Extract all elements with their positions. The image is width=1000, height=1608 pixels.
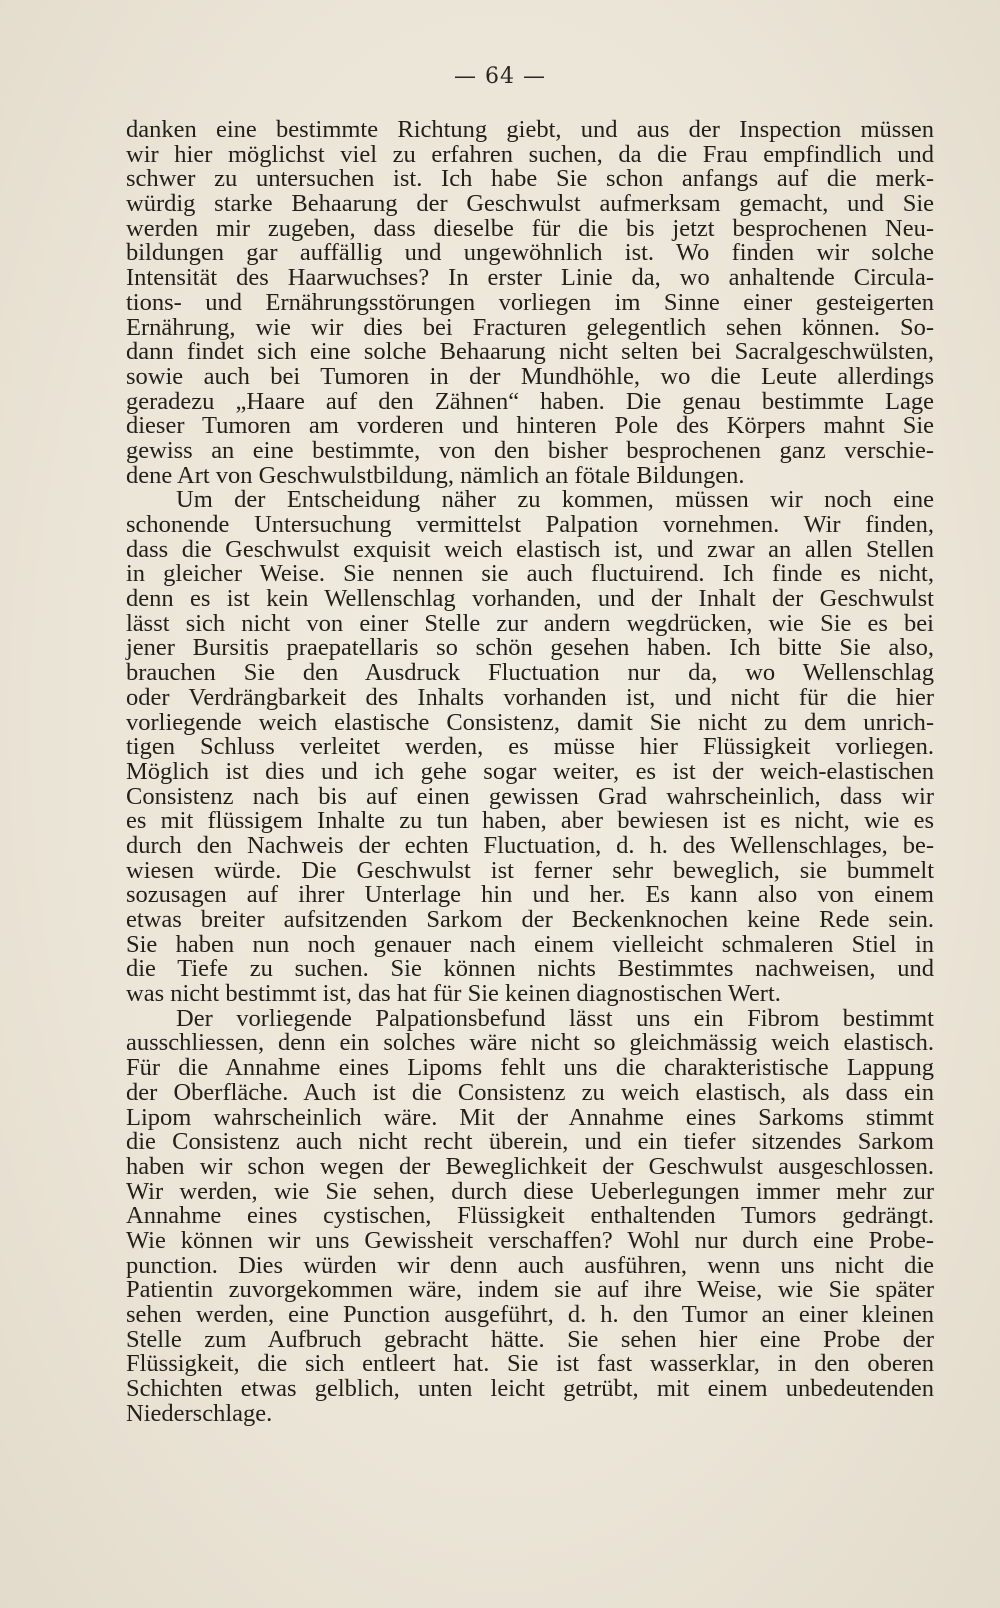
text-line: etwas breiter aufsitzenden Sarkom der Beckenknochen keine Rede sein. xyxy=(126,906,934,933)
text-line: dieser Tumoren am vorderen und hinteren Pole des Körpers mahnt Sie xyxy=(126,412,934,440)
text-line: gewiss an eine bestimmte, von den bisher besprochenen ganz verschie- xyxy=(126,436,934,464)
text-line: Wir werden, wie Sie sehen, durch diese Ueberlegungen immer mehr zur xyxy=(126,1177,934,1205)
text-line: Patientin zuvorgekommen wäre, indem sie auf ihre Weise, wie Sie später xyxy=(126,1276,934,1304)
text-line: Lipom wahrscheinlich wäre. Mit der Annahme eines Sarkoms stimmt xyxy=(126,1103,934,1131)
text-line: Niederschlage. xyxy=(126,1399,273,1427)
text-line: werden mir zugeben, dass dieselbe für die bis jetzt besprochenen Neu- xyxy=(126,214,934,242)
text-line: Der vorliegende Palpationsbefund lässt uns ein Fibrom bestimmt xyxy=(176,1004,934,1032)
text-line: denn es ist kein Wellenschlag vorhanden, und der Inhalt der Geschwulst xyxy=(126,585,934,613)
text-line: wir hier möglichst viel zu erfahren suchen, da die Frau empfindlich und xyxy=(126,140,934,168)
text-line: würdig starke Behaarung der Geschwulst aufmerksam gemacht, und Sie xyxy=(126,190,934,218)
text-line: Consistenz nach bis auf einen gewissen Grad wahrscheinlich, dass wir xyxy=(126,782,934,810)
text-line: durch den Nachweis der echten Fluctuation, d. h. des Wellenschlages, be- xyxy=(126,831,934,859)
text-line: sehen werden, eine Punction ausgeführt, d. h. den Tumor an einer kleinen xyxy=(126,1301,934,1328)
text-line: Schichten etwas gelblich, unten leicht getrübt, mit einem unbedeutenden xyxy=(126,1375,934,1403)
text-line: punction. Dies würden wir denn auch ausführen, wenn uns nicht die xyxy=(126,1251,934,1279)
text-line: geradezu „Haare auf den Zähnen“ haben. Die genau bestimmte Lage xyxy=(126,387,934,415)
text-line: dann findet sich eine solche Behaarung nicht selten bei Sacralgeschwülsten, xyxy=(126,338,934,366)
text-line: Intensität des Haarwuchses? In erster Linie da, wo anhaltende Circula- xyxy=(126,264,934,292)
text-line: wiesen würde. Die Geschwulst ist ferner sehr beweglich, sie bummelt xyxy=(126,856,934,884)
text-line: in gleicher Weise. Sie nennen sie auch fluctuirend. Ich finde es nicht, xyxy=(126,560,934,588)
text-line: Um der Entscheidung näher zu kommen, müssen wir noch eine xyxy=(176,486,934,514)
body-text xyxy=(126,118,934,1426)
text-line: dene Art von Geschwulstbildung, nämlich an fötale Bildungen. xyxy=(126,461,745,489)
text-line: was nicht bestimmt ist, das hat für Sie keinen diagnostischen Wert. xyxy=(126,980,781,1008)
text-line: brauchen Sie den Ausdruck Fluctuation nur da, wo Wellenschlag xyxy=(126,659,934,687)
text-line: lässt sich nicht von einer Stelle zur andern wegdrücken, wie Sie es bei xyxy=(126,609,934,637)
text-line: jener Bursitis praepatellaris so schön gesehen haben. Ich bitte Sie also, xyxy=(126,634,934,662)
text-line: haben wir schon wegen der Beweglichkeit der Geschwulst ausgeschlossen. xyxy=(126,1152,934,1180)
text-line: schwer zu untersuchen ist. Ich habe Sie schon anfangs auf die merk- xyxy=(126,165,934,193)
text-line: dass die Geschwulst exquisit weich elastisch ist, und zwar an allen Stellen xyxy=(126,535,934,563)
text-line: oder Verdrängbarkeit des Inhalts vorhanden ist, und nicht für die hier xyxy=(126,683,934,711)
text-line: es mit flüssigem Inhalte zu tun haben, aber bewiesen ist es nicht, wie es xyxy=(126,807,934,835)
text-line: bildungen gar auffällig und ungewöhnlich ist. Wo finden wir solche xyxy=(126,239,934,267)
text-line: sozusagen auf ihrer Unterlage hin und her. Es kann also von einem xyxy=(126,881,934,909)
text-line: schonende Untersuchung vermittelst Palpation vornehmen. Wir finden, xyxy=(126,511,934,538)
text-line: Stelle zum Aufbruch gebracht hätte. Sie sehen hier eine Probe der xyxy=(126,1325,934,1353)
text-line: Sie haben nun noch genauer nach einem vielleicht schmaleren Stiel in xyxy=(126,930,934,958)
text-line: Wie können wir uns Gewissheit verschaffen? Wohl nur durch eine Probe- xyxy=(126,1226,934,1254)
text-line: die Consistenz auch nicht recht überein, und ein tiefer sitzendes Sarkom xyxy=(126,1128,934,1156)
text-line: Ernährung, wie wir dies bei Fracturen gelegentlich sehen können. So- xyxy=(126,313,934,341)
text-line: Für die Annahme eines Lipoms fehlt uns die charakteristische Lappung xyxy=(126,1054,934,1082)
text-line: Flüssigkeit, die sich entleert hat. Sie ist fast wasserklar, in den oberen xyxy=(126,1350,934,1378)
page-number: — 64 — xyxy=(454,64,546,89)
text-line: ausschliessen, denn ein solches wäre nicht so gleichmässig weich elastisch. xyxy=(126,1029,934,1057)
text-line: vorliegende weich elastische Consistenz, damit Sie nicht zu dem unrich- xyxy=(126,708,934,736)
text-line: tigen Schluss verleitet werden, es müsse hier Flüssigkeit vorliegen. xyxy=(126,733,934,761)
text-line: der Oberfläche. Auch ist die Consistenz zu weich elastisch, als dass ein xyxy=(126,1078,934,1106)
text-line: Möglich ist dies und ich gehe sogar weiter, es ist der weich-elastischen xyxy=(126,757,934,785)
text-line: danken eine bestimmte Richtung giebt, und aus der Inspection müssen xyxy=(126,116,934,143)
text-line: tions- und Ernährungsstörungen vorliegen im Sinne einer gesteigerten xyxy=(126,288,934,316)
text-line: Annahme eines cystischen, Flüssigkeit enthaltenden Tumors gedrängt. xyxy=(126,1202,934,1230)
text-line: sowie auch bei Tumoren in der Mundhöhle, wo die Leute allerdings xyxy=(126,362,934,390)
text-line: die Tiefe zu suchen. Sie können nichts Bestimmtes nachweisen, und xyxy=(126,955,934,983)
